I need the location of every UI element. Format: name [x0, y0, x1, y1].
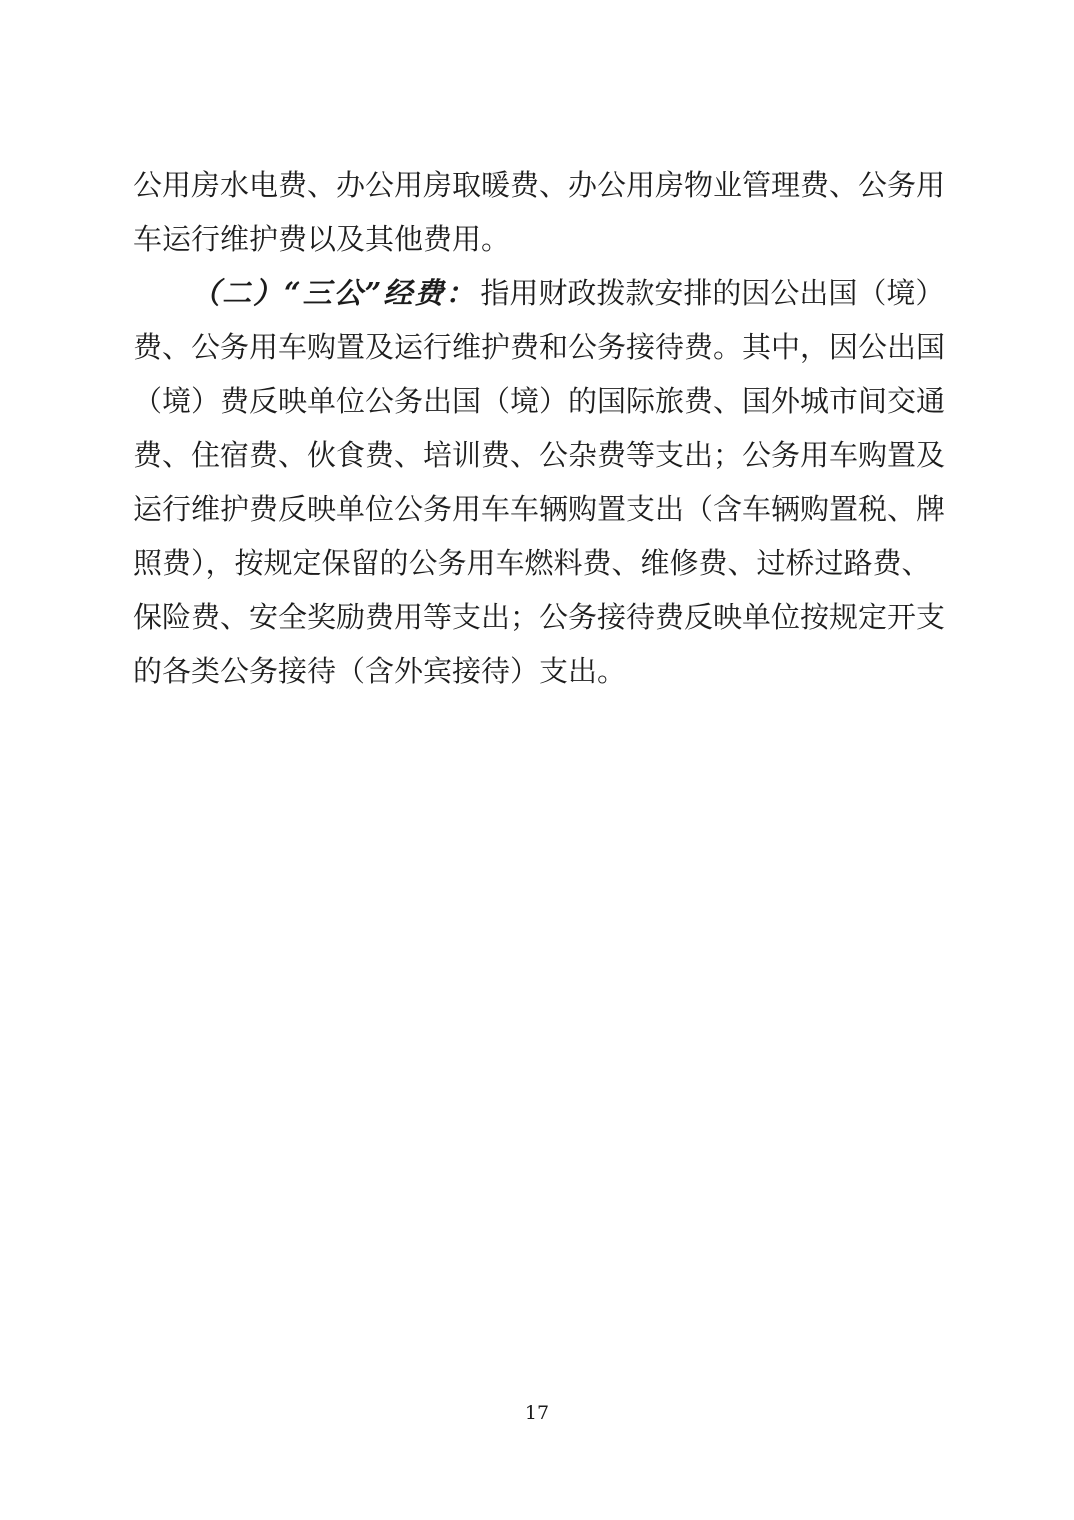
- text-line: 的各类公务接待（含外宾接待）支出。: [133, 654, 627, 688]
- body-text: [133, 158, 945, 698]
- text-line: [133, 266, 945, 320]
- text-line: 费、住宿费、伙食费、培训费、公杂费等支出；公务用车购置及: [133, 438, 946, 472]
- text-line: 费、公务用车购置及运行维护费和公务接待费。其中，因公出国: [133, 330, 946, 364]
- heading-continuation-text: 指用财政拨款安排的因公出国（境）: [480, 276, 945, 310]
- page-number: 17: [524, 1402, 550, 1424]
- text-line: 公用房水电费、办公用房取暖费、办公用房物业管理费、公务用: [133, 168, 946, 202]
- section-heading: （二）“三公”经费：: [191, 276, 477, 310]
- text-line: （境）费反映单位公务出国（境）的国际旅费、国外城市间交通: [133, 384, 946, 418]
- text-line: 照费），按规定保留的公务用车燃料费、维修费、过桥过路费、: [133, 546, 931, 580]
- text-line: 保险费、安全奖励费用等支出；公务接待费反映单位按规定开支: [133, 600, 946, 634]
- text-line: 运行维护费反映单位公务用车车辆购置支出（含车辆购置税、牌: [133, 492, 946, 526]
- text-line: 车运行维护费以及其他费用。: [133, 222, 511, 256]
